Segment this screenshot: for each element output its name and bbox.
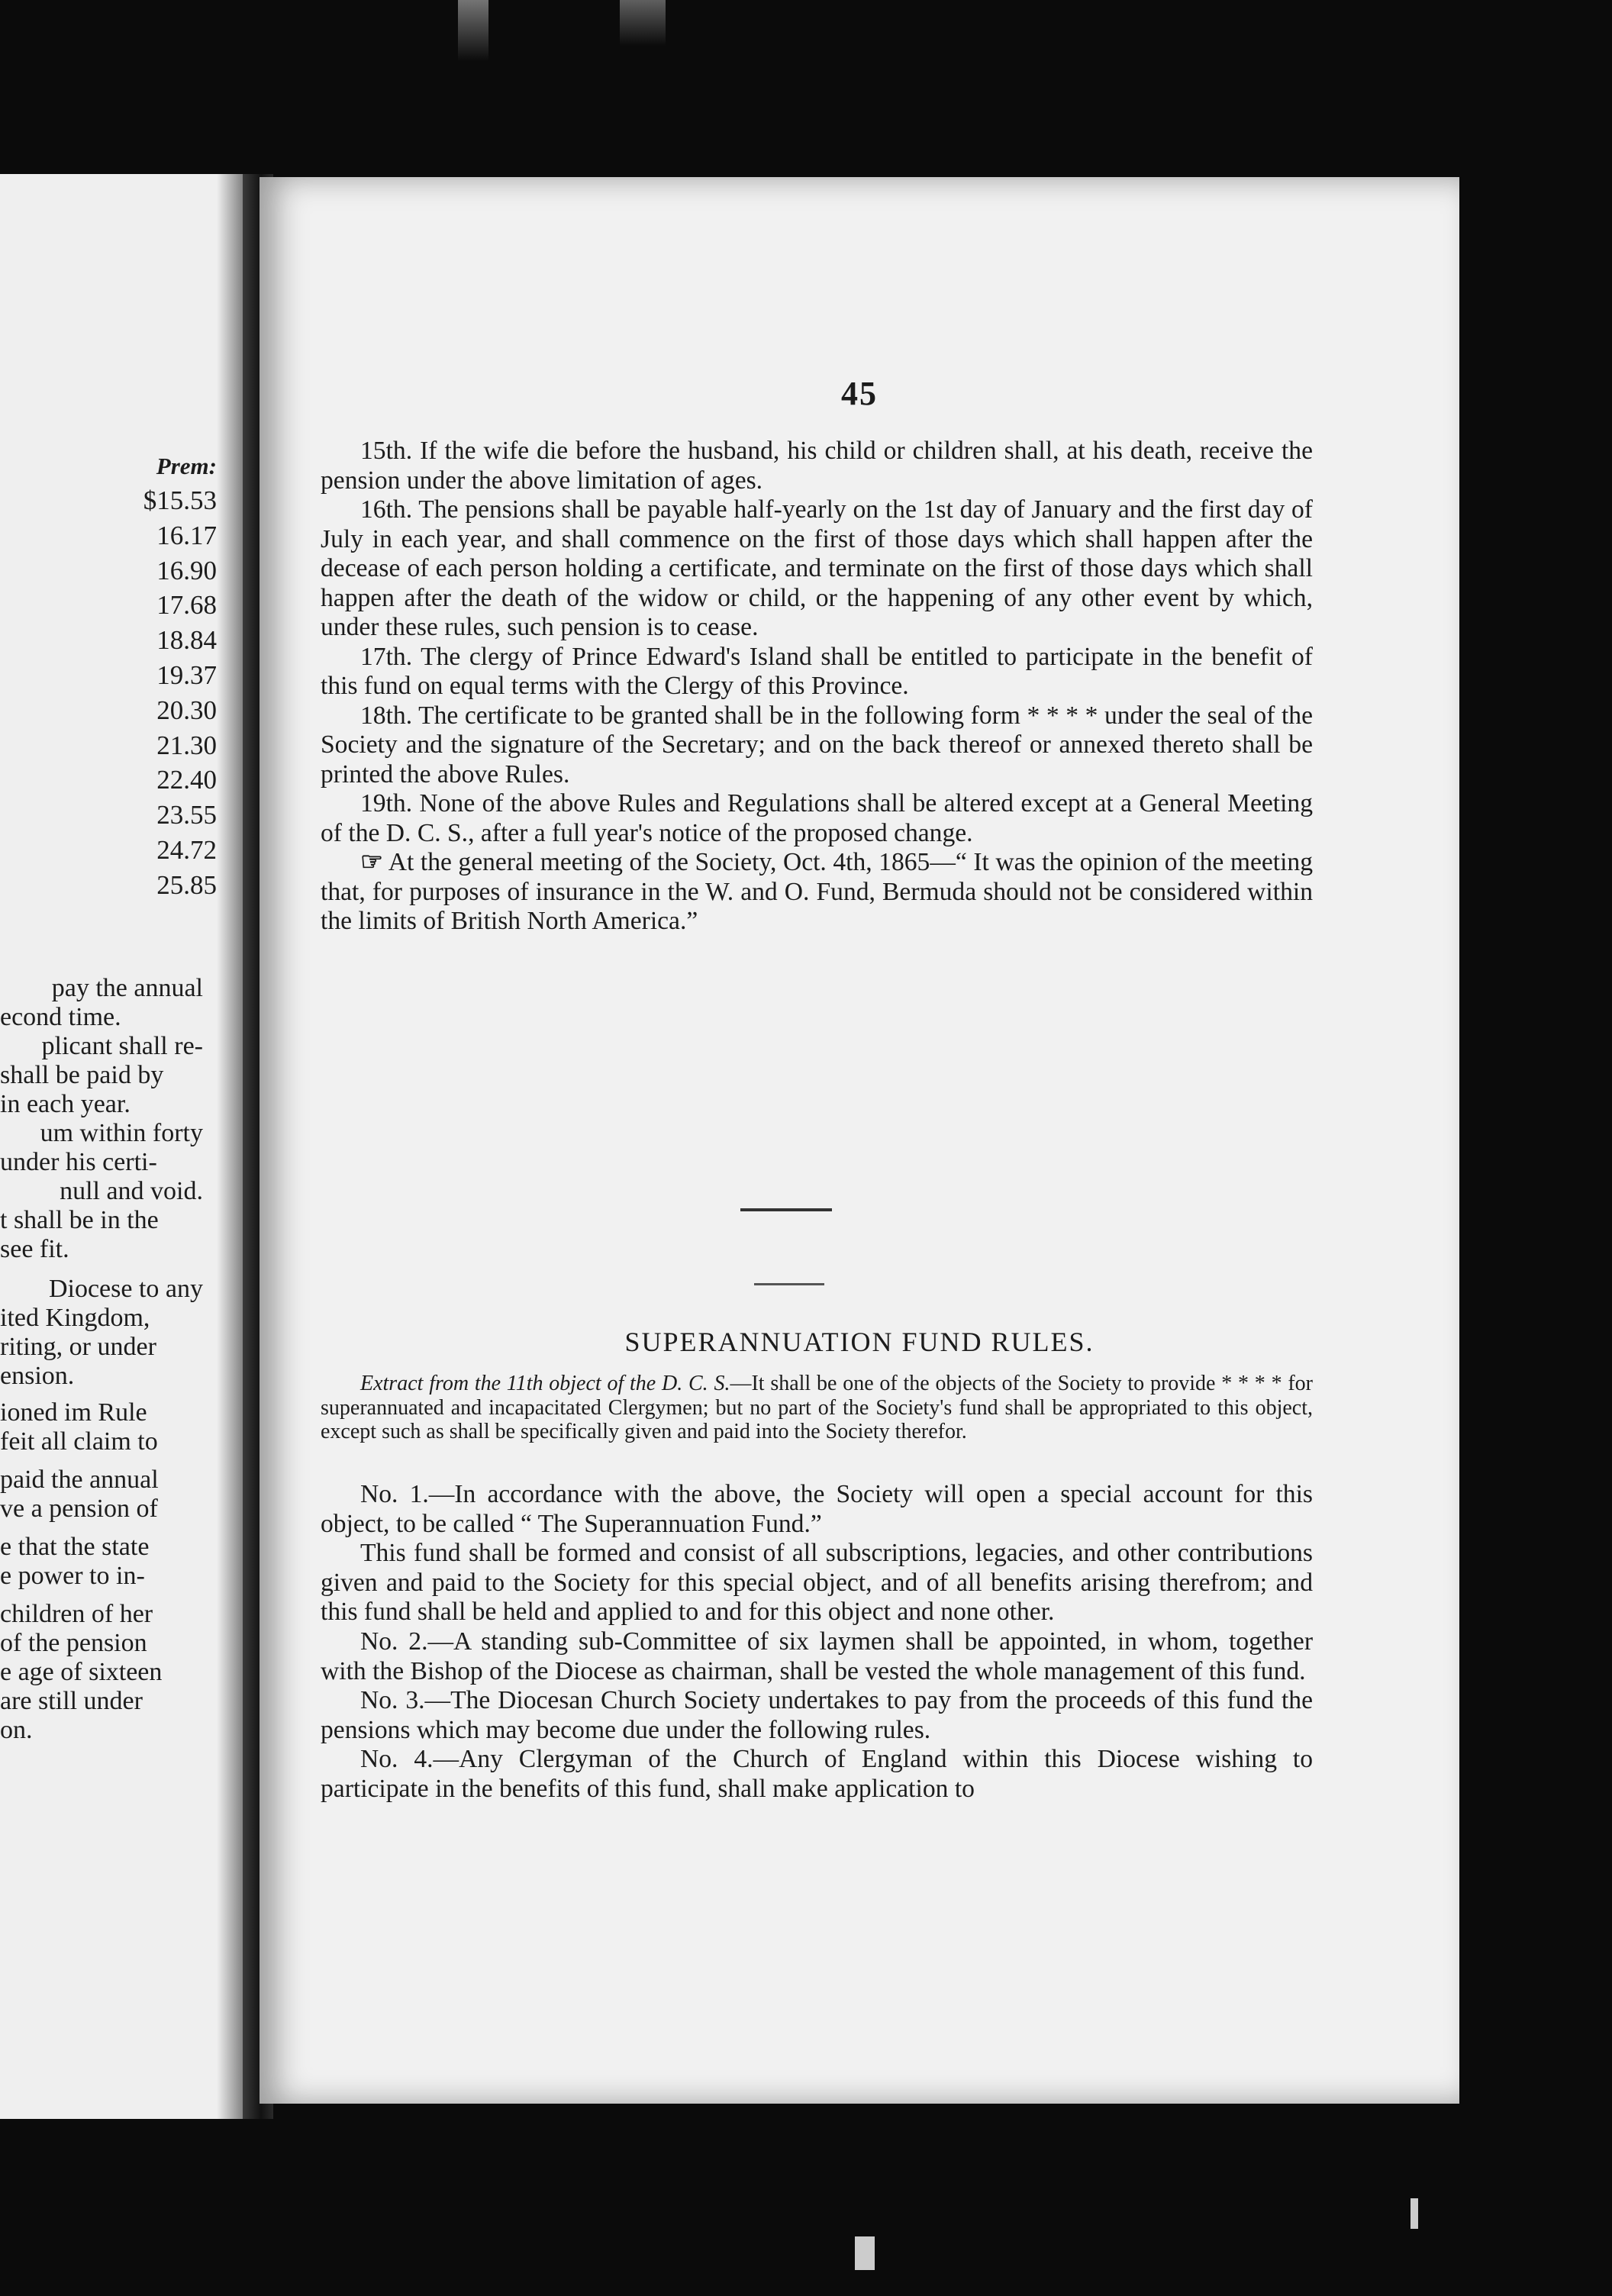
extract-lead: Extract from the 11th object of the D. C. S. xyxy=(360,1372,730,1395)
text-fragment: econd time. xyxy=(0,1003,121,1031)
text-fragment: are still under xyxy=(0,1687,143,1715)
text-fragment: paid the annual xyxy=(0,1466,159,1494)
premium-value: 24.72 xyxy=(156,834,217,865)
rule-paragraph: No. 1.—In accordance with the above, the Society will open a special account for this object, to be called “ The Superannuation Fund.” xyxy=(321,1480,1313,1538)
main-page xyxy=(260,177,1459,2104)
premium-list xyxy=(143,483,217,903)
premium-value: 21.30 xyxy=(156,730,217,760)
premium-value: 18.84 xyxy=(156,625,217,656)
premium-value: 20.30 xyxy=(156,695,217,725)
text-fragment: t shall be in the xyxy=(0,1206,159,1234)
extract-text: —It shall be one of the objects of the Society to provide * * * * for superannuated and incapacitated Clergymen; but no part of the Society's fund shall be appropriated to this object, except such as shall be specifically given and paid into the Society therefor. xyxy=(321,1372,1313,1443)
page-fold-shadow xyxy=(217,174,243,2119)
text-fragment: children of her xyxy=(0,1600,153,1628)
rule-paragraph: 18th. The certificate to be granted shall be in the following form * * * * under the seal of the Society and the signature of the Secretary; and on the back thereof or annexed thereto shall be printed the above Rules. xyxy=(321,701,1313,788)
left-facing-page xyxy=(0,174,243,2119)
meeting-note xyxy=(321,848,1313,937)
text-fragment: in each year. xyxy=(0,1090,131,1118)
text-fragment: ve a pension of xyxy=(0,1495,158,1523)
rules-continuation xyxy=(321,437,1313,937)
scan-artifact xyxy=(1410,2198,1418,2229)
text-fragment: e power to in- xyxy=(0,1562,145,1590)
premium-value: 16.90 xyxy=(156,555,217,585)
text-fragment: plicant shall re- xyxy=(41,1032,203,1060)
text-fragment: um within forty xyxy=(40,1119,203,1147)
text-fragment: ension. xyxy=(0,1362,75,1390)
rule-paragraph: No. 3.—The Diocesan Church Society undertakes to pay from the proceeds of this fund the pensions which may become due under the following rules. xyxy=(321,1686,1313,1744)
meeting-note-text: At the general meeting of the Society, Oct. 4th, 1865—“ It was the opinion of the meeting that, for purposes of insurance in the W. and O. Fund, Bermuda should not be considered within the limits of British North America.” xyxy=(321,848,1313,935)
premium-value: 23.55 xyxy=(156,800,217,830)
rule-paragraph: 19th. None of the above Rules and Regulations shall be altered except at a General Meeting of the D. C. S., after a full year's notice of the proposed change. xyxy=(321,789,1313,847)
rule-paragraph: 15th. If the wife die before the husband, his child or children shall, at his death, receive the pension under the above limitation of ages. xyxy=(321,437,1313,495)
rule-paragraph: This fund shall be formed and consist of all subscriptions, legacies, and other contributions given and paid to the Society for this special object, and of all benefits arising therefrom; and this fund shall be held and applied to and for this object and none other. xyxy=(321,1539,1313,1627)
superannuation-rules xyxy=(321,1480,1313,1804)
premium-value: 19.37 xyxy=(156,659,217,690)
rule-paragraph: 16th. The pensions shall be payable half-yearly on the 1st day of January and the first day of July in each year, and shall commence on the first of those days which shall happen after the decease of each person holding a certificate, and terminate on the first of those days which shall happen after the death of the widow or child, or the happening of any other event by which, under these rules, such pension is to cease. xyxy=(321,495,1313,641)
text-fragment: e age of sixteen xyxy=(0,1658,163,1686)
text-fragment: null and void. xyxy=(60,1177,203,1205)
page-number: 45 xyxy=(841,375,878,412)
scan-artifact xyxy=(620,0,666,46)
text-fragment: on. xyxy=(0,1716,33,1744)
premium-value: 25.85 xyxy=(156,869,217,900)
text-fragment: pay the annual xyxy=(51,974,203,1002)
text-fragment: under his certi- xyxy=(0,1148,157,1176)
text-fragment: feit all claim to xyxy=(0,1427,158,1456)
rule-paragraph: No. 4.—Any Clergyman of the Church of England within this Diocese wishing to participate in the benefits of this fund, shall make application to xyxy=(321,1745,1313,1803)
text-fragment: shall be paid by xyxy=(0,1061,164,1089)
section-title: SUPERANNUATION FUND RULES. xyxy=(624,1327,1095,1357)
premium-value: 22.40 xyxy=(156,765,217,795)
text-fragment: e that the state xyxy=(0,1533,150,1561)
scan-artifact xyxy=(855,2236,875,2270)
pointing-hand-icon: ☞ xyxy=(360,848,384,876)
premium-column-header: Prem: xyxy=(156,453,217,479)
text-fragment: of the pension xyxy=(0,1629,147,1657)
scan-artifact xyxy=(458,0,488,61)
text-fragment: ioned im Rule xyxy=(0,1398,147,1427)
extract-paragraph xyxy=(321,1372,1313,1444)
rule-paragraph: 17th. The clergy of Prince Edward's Island shall be entitled to participate in the benefit of this fund on equal terms with the Clergy of this Province. xyxy=(321,642,1313,700)
title-ornament-rule xyxy=(754,1283,824,1285)
text-fragment: Diocese to any xyxy=(48,1275,203,1303)
text-fragment: see fit. xyxy=(0,1235,69,1263)
section-divider xyxy=(740,1208,832,1211)
premium-value: $15.53 xyxy=(143,485,217,515)
premium-value: 16.17 xyxy=(156,520,217,550)
premium-value: 17.68 xyxy=(156,590,217,621)
rule-paragraph: No. 2.—A standing sub-Committee of six laymen shall be appointed, in whom, together with the Bishop of the Diocese as chairman, shall be vested the whole management of this fund. xyxy=(321,1627,1313,1685)
text-fragment: riting, or under xyxy=(0,1333,156,1361)
text-fragment: ited Kingdom, xyxy=(0,1304,150,1332)
